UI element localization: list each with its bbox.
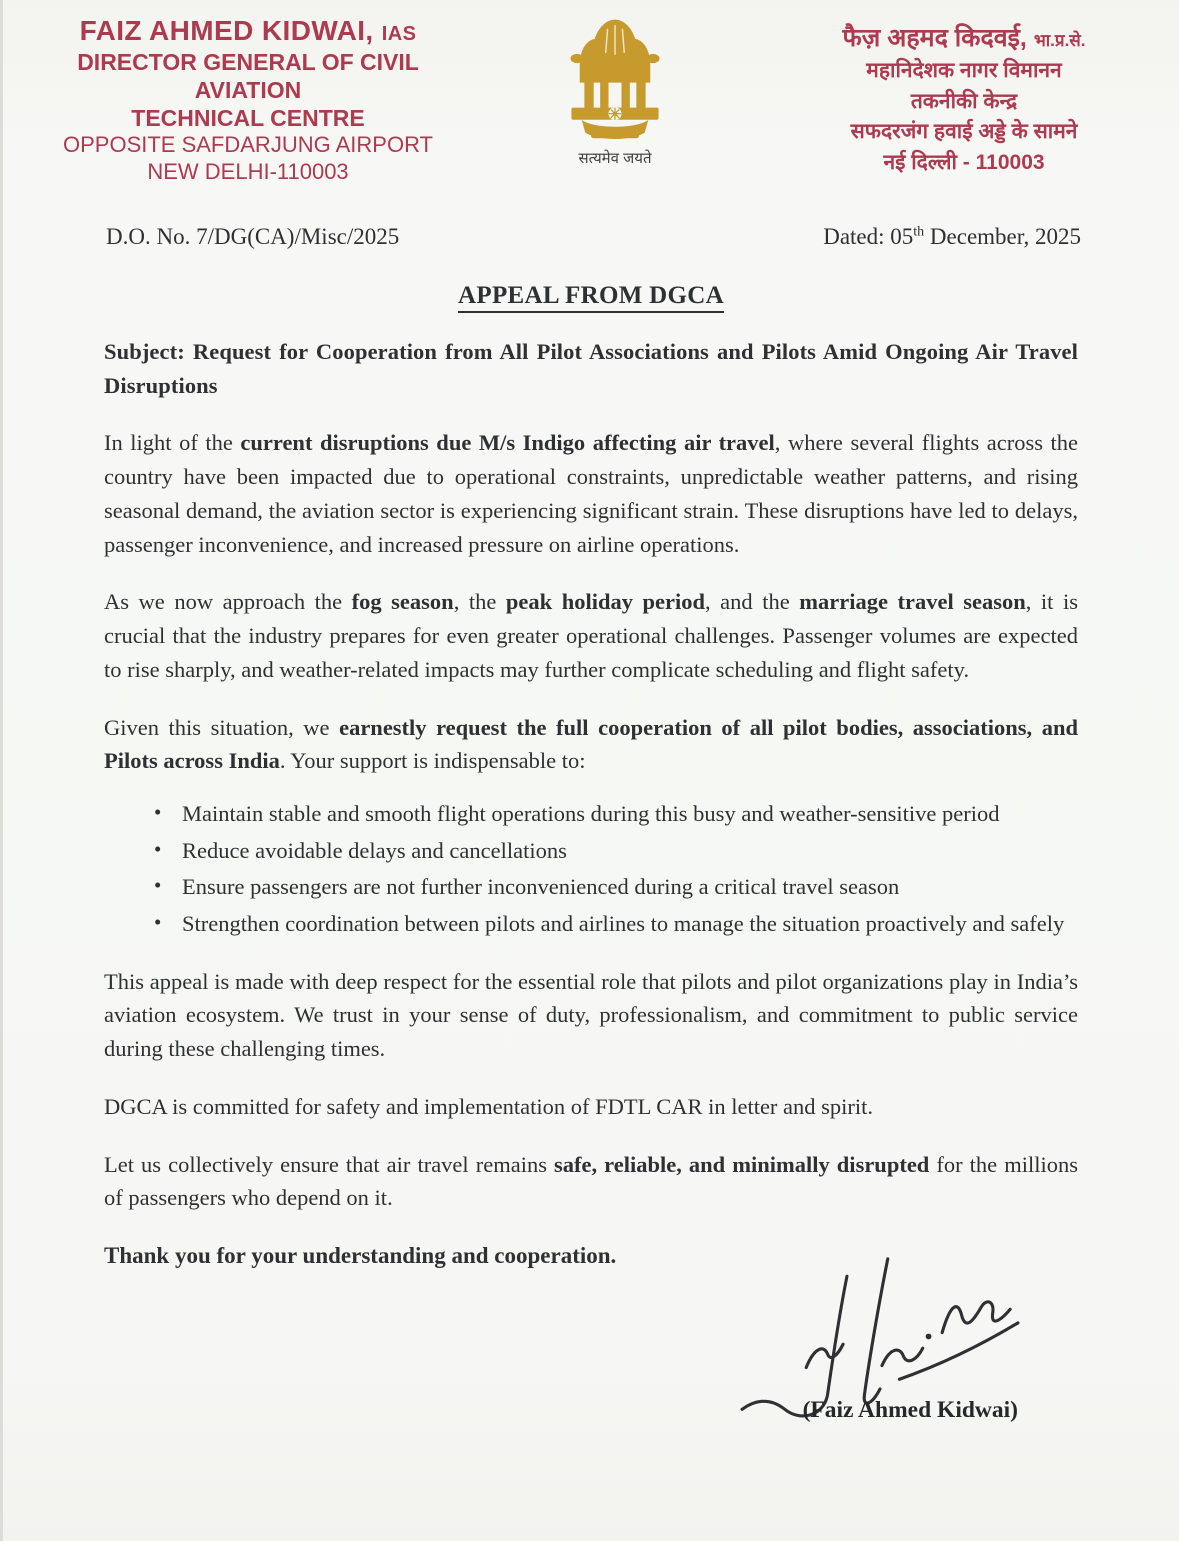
paragraph-collective-assurance: Let us collectively ensure that air travel remains safe, reliable, and minimally disrupted for the millions of passengers who depend on it.	[104, 1151, 1078, 1211]
sender-designation-suffix-hindi: भा.प्र.से.	[1033, 31, 1086, 50]
sender-title-hindi: महानिदेशक नागर विमानन	[866, 59, 1062, 83]
support-bullet-list	[104, 798, 1078, 941]
sender-title-english: DIRECTOR GENERAL OF CIVIL AVIATION	[77, 49, 419, 104]
letterhead-emblem-block	[463, 14, 767, 168]
letter-date	[823, 224, 1081, 250]
ashoka-lion-capital-icon	[559, 14, 671, 142]
sender-office-english: TECHNICAL CENTRE	[131, 105, 365, 132]
sender-name-hindi	[767, 20, 1161, 56]
letterhead-hindi-block	[767, 14, 1167, 178]
reference-row	[3, 224, 1179, 250]
document-title: APPEAL FROM DGCA	[458, 282, 724, 313]
sender-city-english: NEW DELHI-110003	[147, 159, 349, 185]
paragraph-fdtl-commitment: DGCA is committed for safety and implementation of FDTL CAR in letter and spirit.	[104, 1093, 874, 1119]
paragraph-disruptions: In light of the current disruptions due M/s Indigo affecting air travel, where several flights across the country have been impacted due to operational constraints, unpredictable weather patterns, and rising seasonal demand, the aviation sector is experiencing significant strain. These disruptions have led to delays, passenger inconvenience, and increased pressure on airline operations.	[104, 430, 1078, 557]
sender-name-english	[33, 14, 463, 48]
paragraph-cooperation-request: Given this situation, we earnestly request the full cooperation of all pilot bodies, associations, and Pilots across India. Your support is indispensable to:	[104, 714, 1078, 774]
bullet-item-stable-operations: • Maintain stable and smooth flight operations during this busy and weather-sensitive period	[152, 798, 1078, 831]
sender-city-hindi: नई दिल्ली - 110003	[883, 150, 1045, 174]
paragraph-fog-season: As we now approach the fog season, the peak holiday period, and the marriage travel season, it is crucial that the industry prepares for even greater operational challenges. Passenger volumes are expected to rise sharply, and weather-related impacts may further complicate scheduling and flight safety.	[104, 589, 1078, 682]
subject-line: Subject: Request for Cooperation from All Pilot Associations and Pilots Amid Ongoing Air Travel Disruptions	[104, 338, 1078, 398]
signature-block	[104, 1269, 1078, 1459]
sender-address-english: OPPOSITE SAFDARJUNG AIRPORT	[63, 132, 433, 158]
reference-number: D.O. No. 7/DG(CA)/Misc/2025	[106, 223, 400, 249]
sender-address-hindi: सफदरजंग हवाई अड्डे के सामने	[850, 120, 1078, 144]
letterhead	[3, 0, 1179, 186]
letter-body	[3, 335, 1179, 1459]
bullet-item-coordination: • Strengthen coordination between pilots and airlines to manage the situation proactively and safely	[152, 908, 1078, 941]
bullet-item-passenger-convenience: • Ensure passengers are not further inconvenienced during a critical travel season	[152, 871, 1078, 904]
handwritten-signature-icon	[730, 1251, 1030, 1421]
letterhead-english-block	[33, 14, 463, 186]
sender-name-hindi-text: फैज़ अहमद किदवई,	[842, 24, 1027, 52]
title-row	[3, 282, 1179, 313]
date-suffix: December, 2025	[924, 223, 1081, 249]
bullet-item-reduce-delays: • Reduce avoidable delays and cancellations	[152, 835, 1078, 868]
sender-office-hindi: तकनीकी केन्द्र	[910, 89, 1018, 113]
date-prefix: Dated: 05	[823, 223, 914, 249]
paragraph-appeal-respect: This appeal is made with deep respect for the essential role that pilots and pilot organizations play in India’s aviation ecosystem. We trust in your sense of duty, professionalism, and commitment to public service during these challenging times.	[104, 968, 1078, 1062]
emblem-motto: सत्यमेव जयते	[578, 150, 652, 167]
date-ordinal-superscript: th	[913, 224, 925, 240]
sender-name-text: FAIZ AHMED KIDWAI,	[79, 15, 374, 46]
sender-designation-suffix: IAS	[381, 23, 417, 45]
closing-line: Thank you for your understanding and cooperation.	[104, 1243, 617, 1269]
signatory-name: (Faiz Ahmed Kidwai)	[802, 1397, 1018, 1424]
